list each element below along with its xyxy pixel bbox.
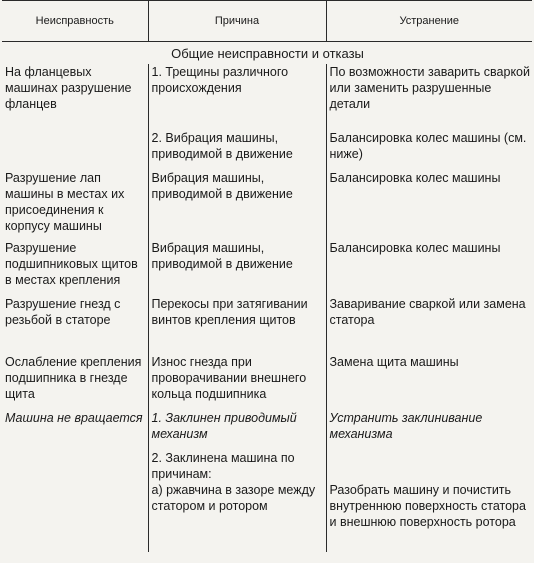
fault-cell: Разрушение гнезд с резьбой в статоре [5, 297, 121, 327]
cause-cell: а) ржавчина в зазоре между статором и ротором [148, 482, 326, 552]
fix-cell: По возможности заварить сваркой или заменить разрушенные детали [326, 64, 532, 130]
fix-cell: Балансировка колес машины [326, 240, 532, 296]
table-row [2, 130, 532, 170]
table-row [2, 410, 532, 450]
table-row [2, 296, 532, 354]
section-title: Общие неисправности и отказы [171, 46, 364, 61]
table-row [2, 354, 532, 410]
faults-table [2, 0, 532, 552]
cause-cell: Перекосы при затягивании винтов крепления щитов [148, 296, 326, 354]
fault-cell: На фланцевых машинах разрушение фланцев [5, 65, 132, 111]
fix-cell: Замена щита машины [326, 354, 532, 410]
fault-cell [2, 450, 148, 482]
cause-cell: 2. Заклинена машина по причинам: [148, 450, 326, 482]
fault-cell [2, 482, 148, 552]
fix-cell: Устранить заклинивание механизма [326, 410, 532, 450]
cause-cell: Вибрация машины, приводимой в движение [148, 170, 326, 240]
table-row [2, 64, 532, 130]
fault-cell: Машина не вращается [5, 411, 143, 425]
table-row [2, 450, 532, 482]
table-row [2, 240, 532, 296]
fault-cell [2, 130, 148, 170]
fix-cell: Балансировка колес машины (см. ниже) [326, 130, 532, 170]
header-cause: Причина [148, 1, 326, 42]
header-row [2, 1, 532, 42]
fix-cell: Разобрать машину и почистить внутреннюю поверхность статора и внешнюю поверхность ротора [326, 482, 532, 552]
fix-cell [326, 450, 532, 482]
cause-cell: 2. Вибрация машины, приводимой в движение [148, 130, 326, 170]
cause-cell: Износ гнезда при проворачивании внешнего кольца подшипника [148, 354, 326, 410]
table-row [2, 482, 532, 552]
header-fix: Устранение [326, 1, 532, 42]
fault-cell: Разрушение лап машины в местах их присоединения к корпусу машины [5, 171, 125, 233]
header-fault: Неисправность [2, 1, 148, 42]
fault-cell: Ослабление крепления подшипника в гнезде щита [5, 355, 142, 401]
section-row [2, 42, 532, 65]
fix-cell: Заваривание сваркой или замена статора [326, 296, 532, 354]
cause-cell: 1. Трещины различного происхождения [148, 64, 326, 130]
cause-cell: Вибрация машины, приводимой в движение [148, 240, 326, 296]
table-row [2, 170, 532, 240]
fault-cell: Разрушение подшипниковых щитов в местах крепления [5, 241, 138, 287]
fix-cell: Балансировка колес машины [326, 170, 532, 240]
cause-cell: 1. Заклинен приводимый механизм [148, 410, 326, 450]
